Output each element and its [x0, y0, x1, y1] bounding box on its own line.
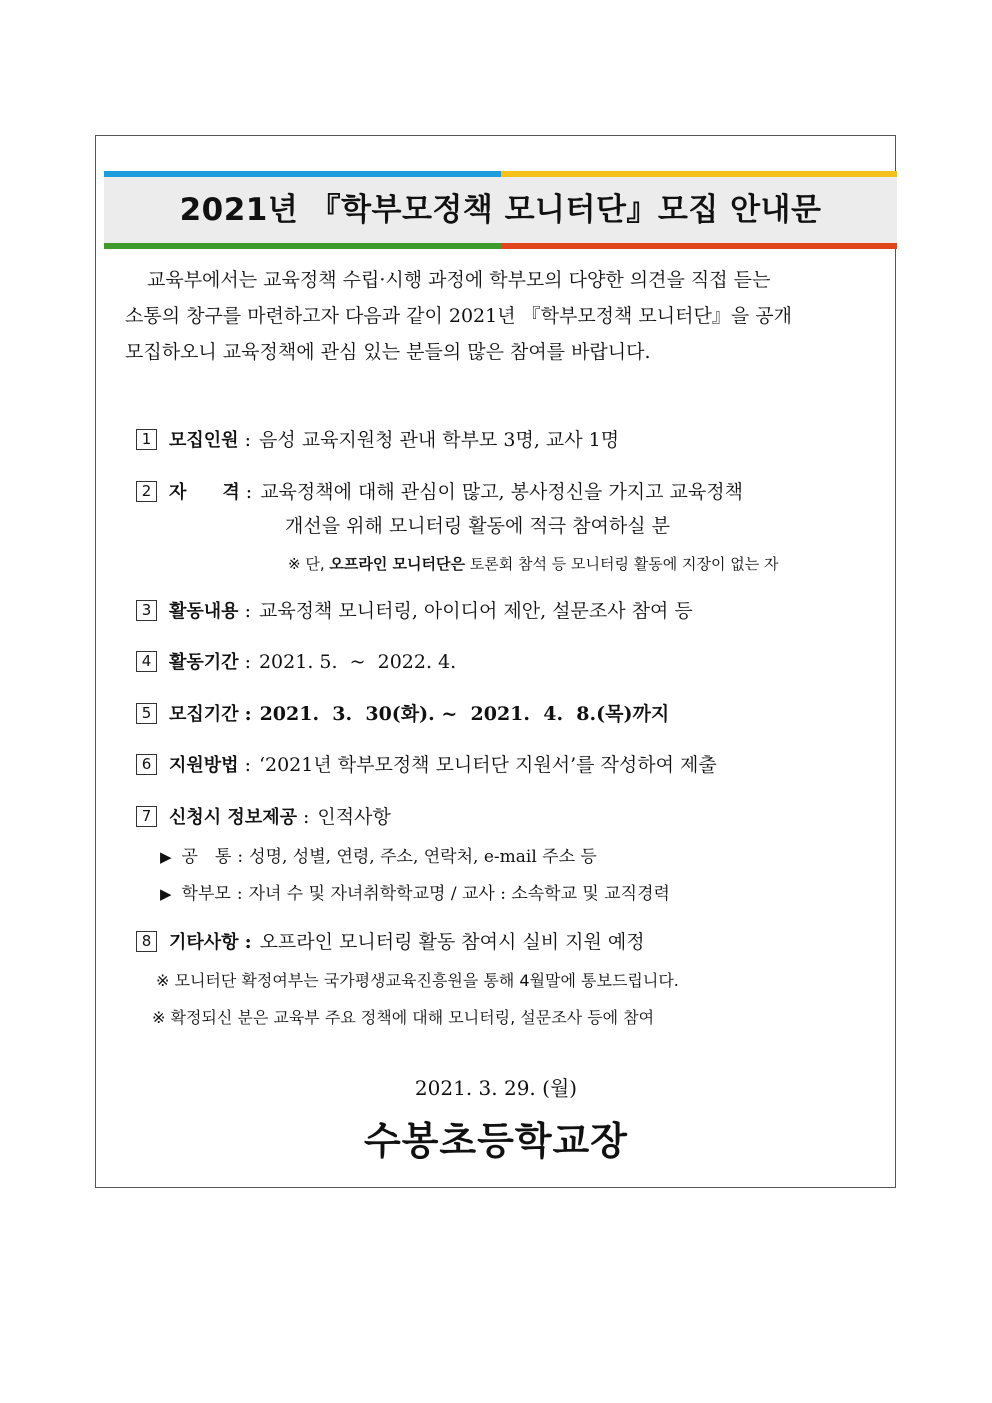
item-value: 오프라인 모니터링 활동 참여시 실비 지원 예정 — [259, 931, 645, 953]
item-number: 7 — [136, 806, 157, 827]
item-separator: : — [245, 481, 253, 503]
triangle-bullet-icon: ▶ — [160, 885, 172, 903]
item-value: 음성 교육지원청 관내 학부모 3명, 교사 1명 — [258, 429, 620, 451]
item-qualification — [136, 477, 743, 504]
item-info-provision — [136, 802, 391, 829]
triangle-bullet-icon: ▶ — [160, 848, 172, 866]
item-separator: : — [244, 651, 251, 673]
item-value: 2021. 3. 30(화). ~ 2021. 4. 8.(목)까지 — [259, 703, 670, 725]
item-separator: : — [302, 806, 310, 828]
item-separator: : — [244, 931, 252, 953]
info-parent-value: 자녀 수 및 자녀취학학교명 / 교사 : 소속학교 및 교직경력 — [248, 884, 670, 904]
page-title: 2021년 『학부모정책 모니터단』모집 안내문 — [179, 192, 822, 228]
item-number: 1 — [136, 429, 157, 450]
item-label: 기타사항 — [169, 932, 239, 953]
item-label: 자 격 — [169, 482, 240, 503]
item-value: 2021. 5. ~ 2022. 4. — [258, 651, 457, 673]
signer-name: 수봉초등학교장 — [364, 1119, 628, 1163]
item-separator: : — [244, 703, 252, 725]
item-separator: : — [244, 429, 251, 451]
item-separator: : — [244, 600, 251, 622]
info-common-label: 공 통 — [181, 847, 232, 867]
issue-date: 2021. 3. 29. (월) — [414, 1076, 578, 1100]
item-label: 활동기간 — [169, 652, 239, 673]
other-note-1: ※ 모니터단 확정여부는 국가평생교육진흥원을 통해 4월말에 통보드립니다. — [156, 971, 679, 990]
item-separator: : — [244, 754, 251, 776]
item-value: 교육정책 모니터링, 아이디어 제안, 설문조사 참여 등 — [258, 600, 693, 622]
info-parent-separator: : — [236, 884, 243, 904]
item-label: 활동내용 — [169, 601, 239, 622]
item-qualification-line-2: 개선을 위해 모니터링 활동에 적극 참여하실 분 — [285, 515, 670, 537]
qualification-note — [288, 553, 778, 574]
item-label: 지원방법 — [169, 755, 239, 776]
item-activity-period — [136, 648, 456, 674]
item-number: 5 — [136, 703, 157, 724]
intro-paragraph — [125, 262, 873, 370]
accent-bar-red — [501, 243, 897, 249]
accent-bar-green — [104, 243, 501, 249]
item-label: 신청시 정보제공 — [169, 807, 297, 828]
info-common-value: 성명, 성별, 연령, 주소, 연락처, e-mail 주소 등 — [249, 847, 597, 867]
info-common-row — [160, 842, 597, 867]
intro-line-1: 교육부에서는 교육정책 수립·시행 과정에 학부모의 다양한 의견을 직접 듣는 — [147, 269, 771, 291]
item-activities — [136, 596, 693, 623]
item-number: 4 — [136, 651, 157, 672]
item-value: 인적사항 — [317, 806, 391, 828]
item-value: ‘2021년 학부모정책 모니터단 지원서’를 작성하여 제출 — [258, 754, 717, 776]
item-recruit-period — [136, 699, 669, 726]
item-other — [136, 927, 645, 954]
item-number: 3 — [136, 600, 157, 621]
note-bold: 오프라인 모니터단은 — [329, 555, 466, 573]
item-number: 2 — [136, 481, 157, 502]
title-banner — [104, 171, 897, 249]
note-rest: 토론회 참석 등 모니터링 활동에 지장이 없는 자 — [465, 555, 779, 573]
item-application-method — [136, 750, 717, 777]
item-number: 8 — [136, 931, 157, 952]
note-prefix: ※ 단, — [288, 555, 330, 573]
info-parent-label: 학부모 — [181, 884, 231, 904]
item-label: 모집기간 — [169, 704, 239, 725]
intro-line-3: 모집하오니 교육정책에 관심 있는 분들의 많은 참여를 바랍니다. — [125, 341, 651, 363]
info-common-separator: : — [237, 847, 244, 867]
info-parent-row — [160, 879, 670, 904]
item-value: 교육정책에 대해 관심이 많고, 봉사정신을 가지고 교육정책 — [260, 481, 743, 503]
intro-line-2: 소통의 창구를 마련하고자 다음과 같이 2021년 『학부모정책 모니터단』을 공개 — [125, 305, 792, 327]
item-label: 모집인원 — [169, 430, 239, 451]
item-number: 6 — [136, 754, 157, 775]
other-note-2: ※ 확정되신 분은 교육부 주요 정책에 대해 모니터링, 설문조사 등에 참여 — [152, 1008, 655, 1027]
item-recruit-count — [136, 425, 619, 452]
